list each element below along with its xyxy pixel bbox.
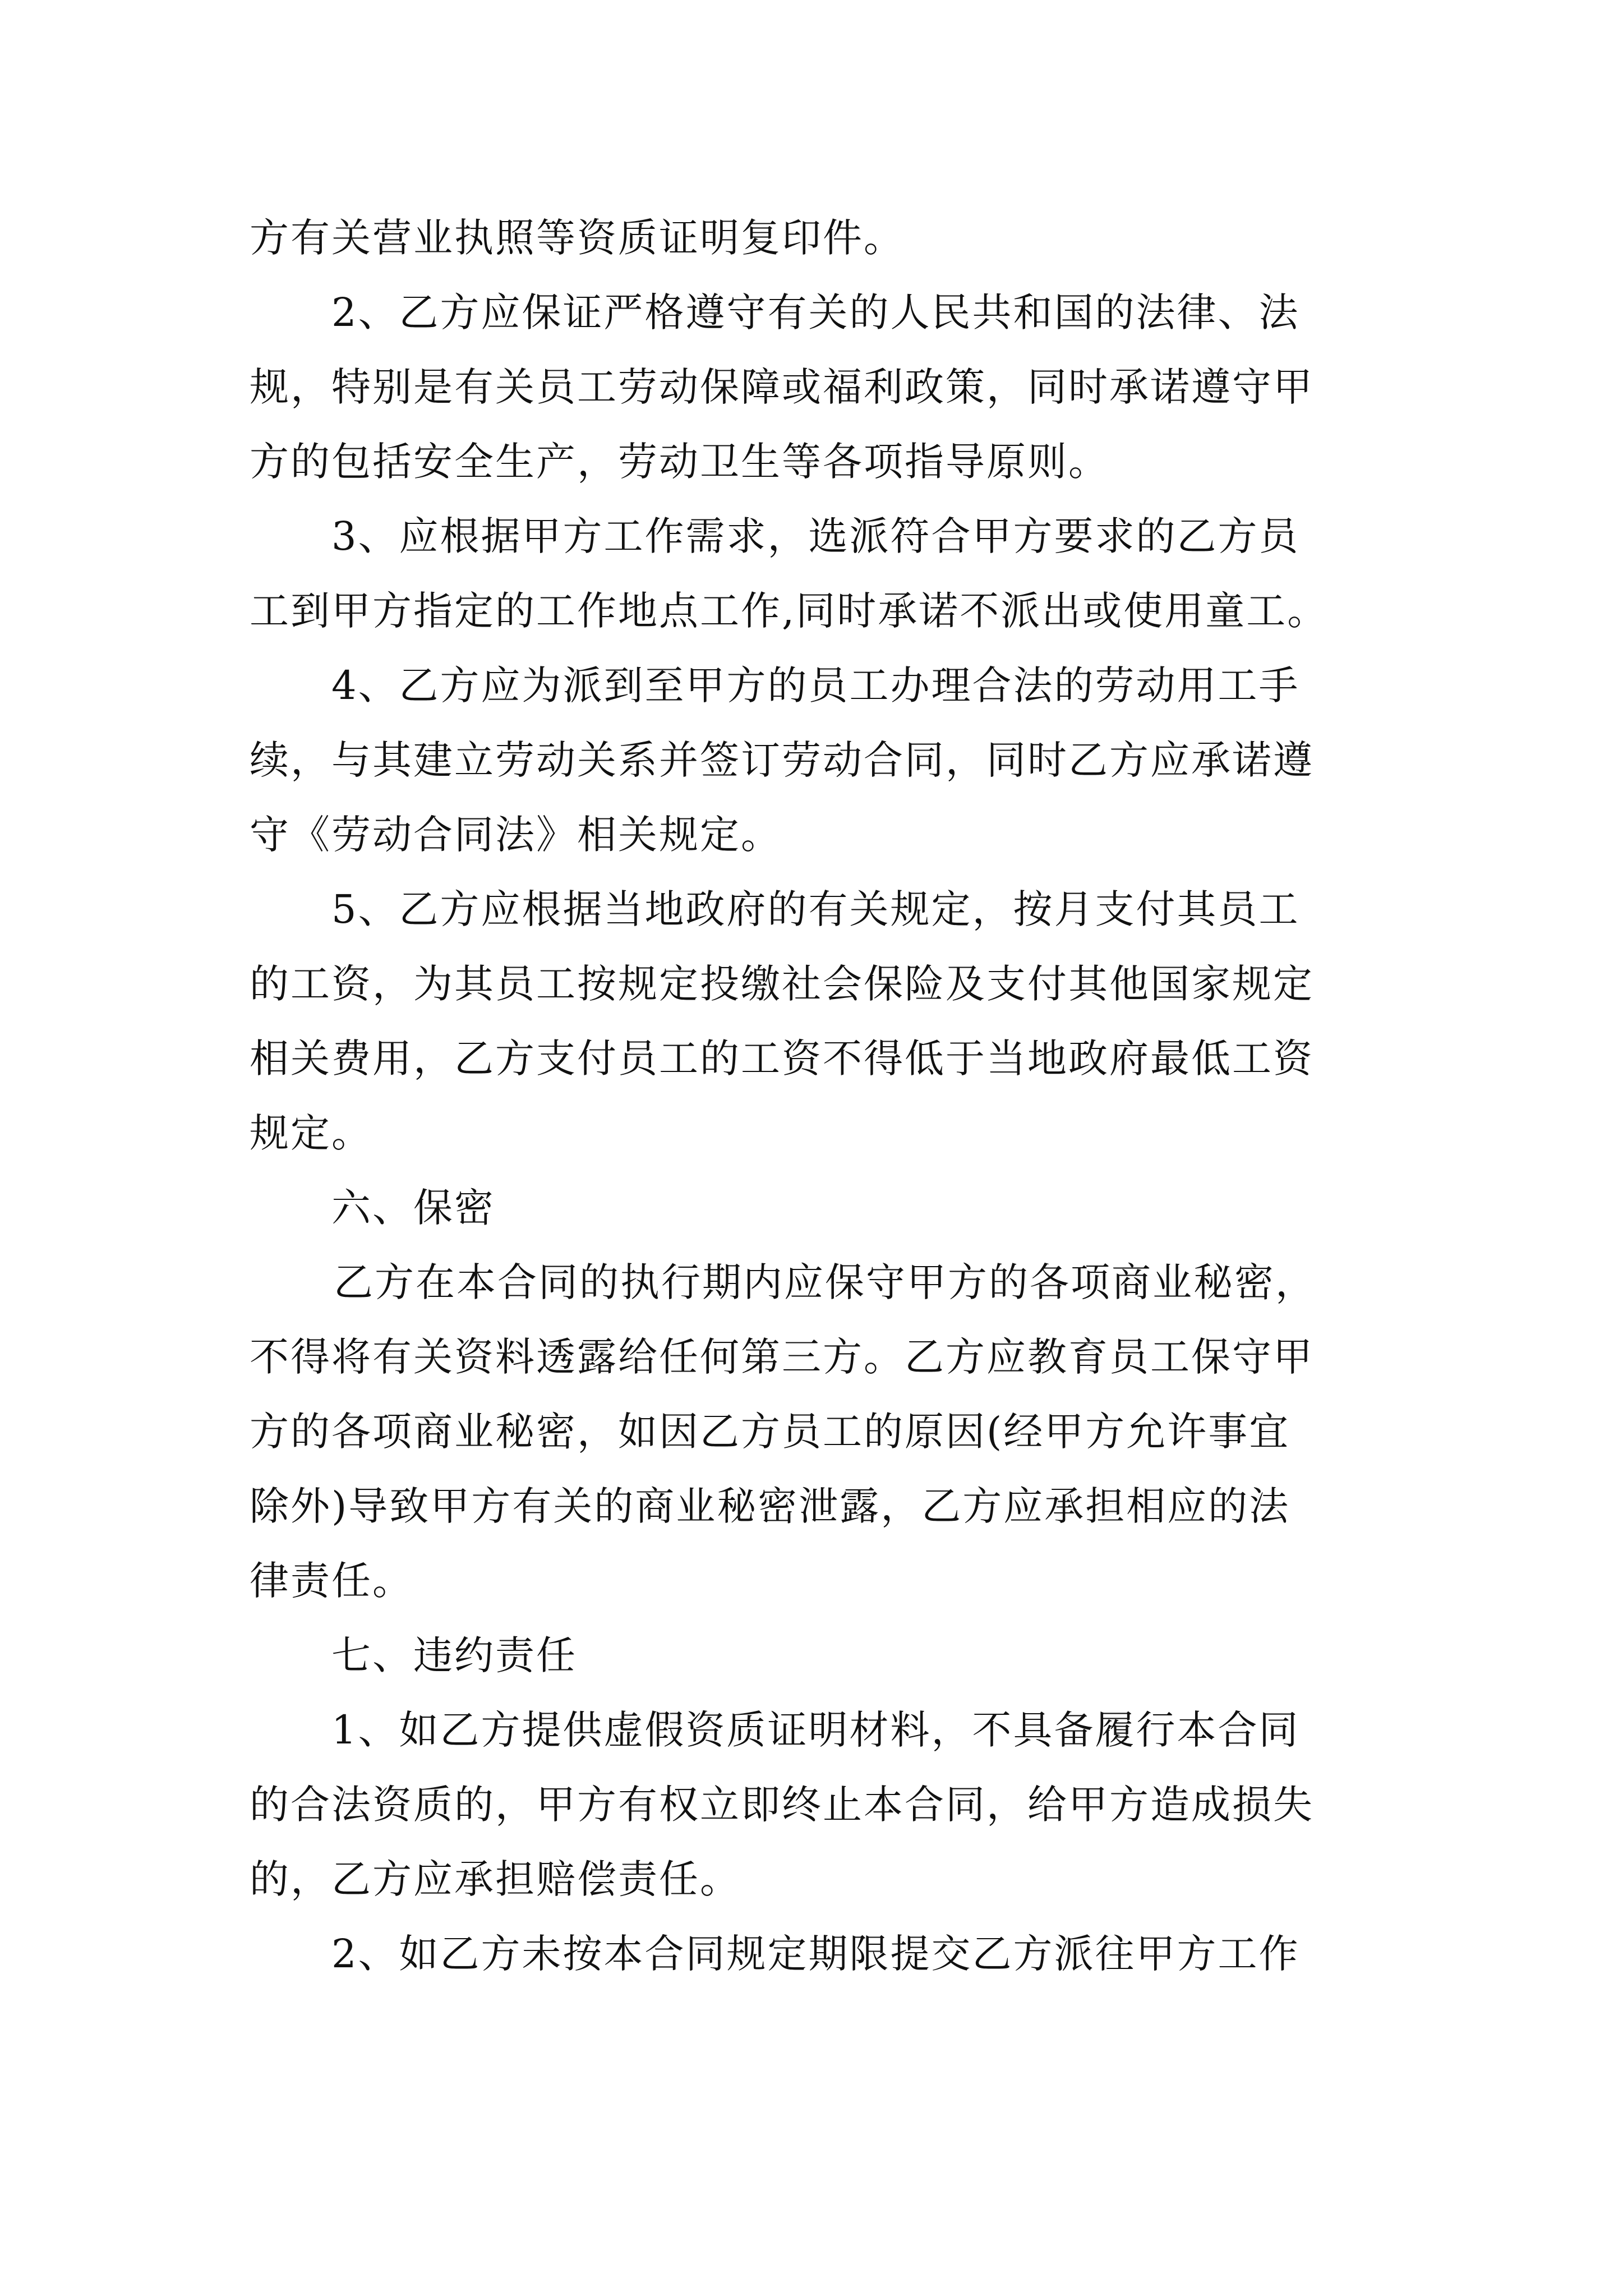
text-line: 除外)导致甲方有关的商业秘密泄露，乙方应承担相应的法 xyxy=(250,1483,1290,1529)
text-line: 乙方在本合同的执行期内应保守甲方的各项商业秘密， xyxy=(334,1259,1316,1305)
text-line: 守《劳动合同法》相关规定。 xyxy=(250,812,782,858)
text-line: 规定。 xyxy=(250,1110,372,1156)
section-heading: 七、违约责任 xyxy=(331,1632,577,1678)
text-line: 规，特别是有关员工劳动保障或福利政策，同时承诺遵守甲 xyxy=(250,364,1314,410)
text-line: 3、应根据甲方工作需求，选派符合甲方要求的乙方员 xyxy=(331,513,1300,559)
text-line: 方的各项商业秘密，如因乙方员工的原因(经甲方允许事宜 xyxy=(250,1409,1290,1455)
text-line: 方的包括安全生产，劳动卫生等各项指导原则。 xyxy=(250,439,1109,485)
text-line: 的，乙方应承担赔偿责任。 xyxy=(250,1856,741,1902)
text-line: 方有关营业执照等资质证明复印件。 xyxy=(250,215,905,261)
text-line: 2、乙方应保证严格遵守有关的人民共和国的法律、法 xyxy=(331,289,1300,335)
text-line: 工到甲方指定的工作地点工作,同时承诺不派出或使用童工。 xyxy=(250,588,1329,634)
text-line: 续，与其建立劳动关系并签订劳动合同，同时乙方应承诺遵 xyxy=(250,737,1314,783)
text-line: 2、如乙方未按本合同规定期限提交乙方派往甲方工作 xyxy=(331,1931,1300,1977)
document-body xyxy=(250,201,1382,1991)
text-line: 5、乙方应根据当地政府的有关规定，按月支付其员工 xyxy=(331,886,1300,932)
text-line: 4、乙方应为派到至甲方的员工办理合法的劳动用工手 xyxy=(331,662,1300,708)
text-line: 的合法资质的，甲方有权立即终止本合同，给甲方造成损失 xyxy=(250,1782,1314,1828)
text-line: 1、如乙方提供虚假资质证明材料，不具备履行本合同 xyxy=(331,1707,1300,1753)
text-line: 的工资，为其员工按规定投缴社会保险及支付其他国家规定 xyxy=(250,961,1314,1007)
text-line: 不得将有关资料透露给任何第三方。乙方应教育员工保守甲 xyxy=(250,1334,1314,1380)
text-line: 律责任。 xyxy=(250,1558,413,1604)
section-heading: 六、保密 xyxy=(331,1185,495,1231)
text-line: 相关费用，乙方支付员工的工资不得低于当地政府最低工资 xyxy=(250,1036,1314,1082)
